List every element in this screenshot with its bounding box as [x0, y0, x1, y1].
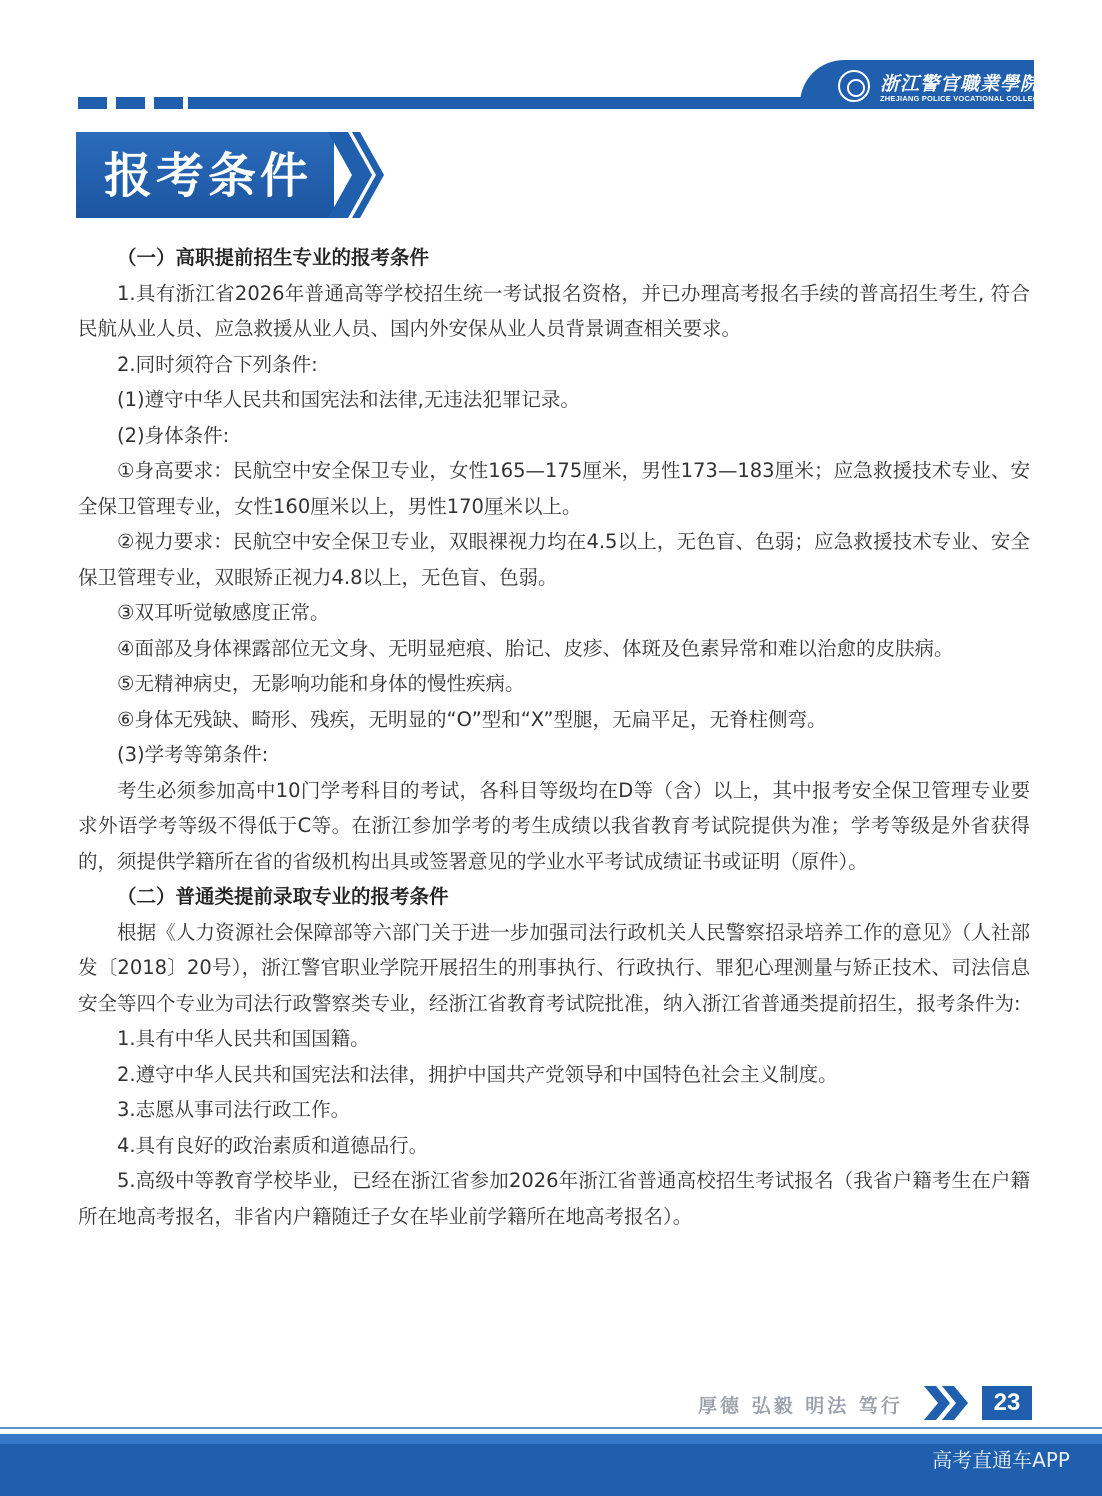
- section-heading: （一）高职提前招生专业的报考条件: [117, 246, 430, 269]
- header-bar-line: [188, 97, 808, 109]
- paragraph: 2.遵守中华人民共和国宪法和法律，拥护中国共产党领导和中国特色社会主义制度。: [117, 1062, 838, 1086]
- page-title: 报考条件: [104, 148, 313, 204]
- paragraph: 2.同时须符合下列条件:: [117, 352, 318, 376]
- document-body: [78, 240, 1030, 1234]
- paragraph: ⑤无精神病史，无影响功能和身体的慢性疾病。: [117, 672, 525, 695]
- paragraph: (3)学考等第条件:: [117, 743, 269, 766]
- college-name-cn: 浙江警官職業學院: [880, 73, 1041, 95]
- paragraph: ⑥身体无残缺、畸形、残疾，无明显的“O”型和“X”型腿，无扁平足，无脊柱侧弯。: [117, 707, 827, 731]
- college-emblem-icon: [838, 70, 870, 102]
- paragraph: 1.具有中华人民共和国国籍。: [117, 1027, 370, 1050]
- paragraph: ①身高要求：民航空中安全保卫专业，女性165—175厘米，男性173—183厘米；应急救援技术专业、安全保卫管理专业，女性160厘米以上，男性170厘米以上。: [78, 459, 1030, 518]
- paragraph: 1.具有浙江省2026年普通高等学校招生统一考试报名资格，并已办理高考报名手续的普高招生考生, 符合民航从业人员、应急救援从业人员、国内外安保从业人员背景调查相关要求。: [78, 281, 1030, 340]
- header-bar-square-1: [78, 97, 107, 109]
- title-chevron-icon: [328, 132, 390, 218]
- footer-band-highlight: [0, 1434, 1102, 1444]
- paragraph: 3.志愿从事司法行政工作。: [117, 1098, 351, 1121]
- paragraph: ④面部及身体裸露部位无文身、无明显疤痕、胎记、皮疹、体斑及色素异常和难以治愈的皮肤病。: [117, 636, 954, 660]
- paragraph: 根据《人力资源社会保障部等六部门关于进一步加强司法行政机关人民警察招录培养工作的意见》（人社部发〔2018〕20号），浙江警官职业学院开展招生的刑事执行、行政执行、罪犯心理测量与矫正技术、司法信息安全等四个专业为司法行政警察类专业，经浙江省教育考试院批准，纳入浙江省普通类提前招生，报考条件为:: [78, 920, 1030, 1015]
- paragraph: (2)身体条件:: [117, 423, 230, 447]
- paragraph: 4.具有良好的政治素质和道德品行。: [117, 1133, 429, 1157]
- footer-chevron-icon: [924, 1386, 980, 1420]
- college-name-en: ZHEJIANG POLICE VOCATIONAL COLLEGE: [880, 94, 1045, 103]
- page-number: 23: [982, 1386, 1032, 1420]
- paragraph: ②视力要求：民航空中安全保卫专业，双眼裸视力均在4.5以上，无色盲、色弱；应急救援技术专业、安全保卫管理专业，双眼矫正视力4.8以上，无色盲、色弱。: [78, 530, 1030, 589]
- watermark: 高考直通车APP: [932, 1448, 1070, 1472]
- header-bar-square-3: [154, 97, 183, 109]
- section-heading: （二）普通类提前录取专业的报考条件: [117, 885, 449, 908]
- paragraph: (1)遵守中华人民共和国宪法和法律,无违法犯罪记录。: [117, 388, 580, 411]
- paragraph: 5.高级中等教育学校毕业，已经在浙江省参加2026年浙江省普通高校招生考试报名（我省户籍考生在户籍所在地高考报名，非省内户籍随迁子女在毕业前学籍所在地高考报名）。: [78, 1169, 1030, 1228]
- paragraph: 考生必须参加高中10门学考科目的考试，各科目等级均在D等（含）以上，其中报考安全保卫管理专业要求外语学考等级不得低于C等。在浙江参加学考的考生成绩以我省教育考试院提供为准；学考等级是外省获得的，须提供学籍所在省的省级机构出具或签署意见的学业水平考试成绩证书或证明（原件）。: [78, 778, 1030, 873]
- paragraph: ③双耳听觉敏感度正常。: [117, 601, 330, 624]
- header-bar-square-2: [116, 97, 145, 109]
- footer-motto: 厚德 弘毅 明法 笃行: [698, 1395, 903, 1417]
- footer-divider: [0, 1427, 1102, 1429]
